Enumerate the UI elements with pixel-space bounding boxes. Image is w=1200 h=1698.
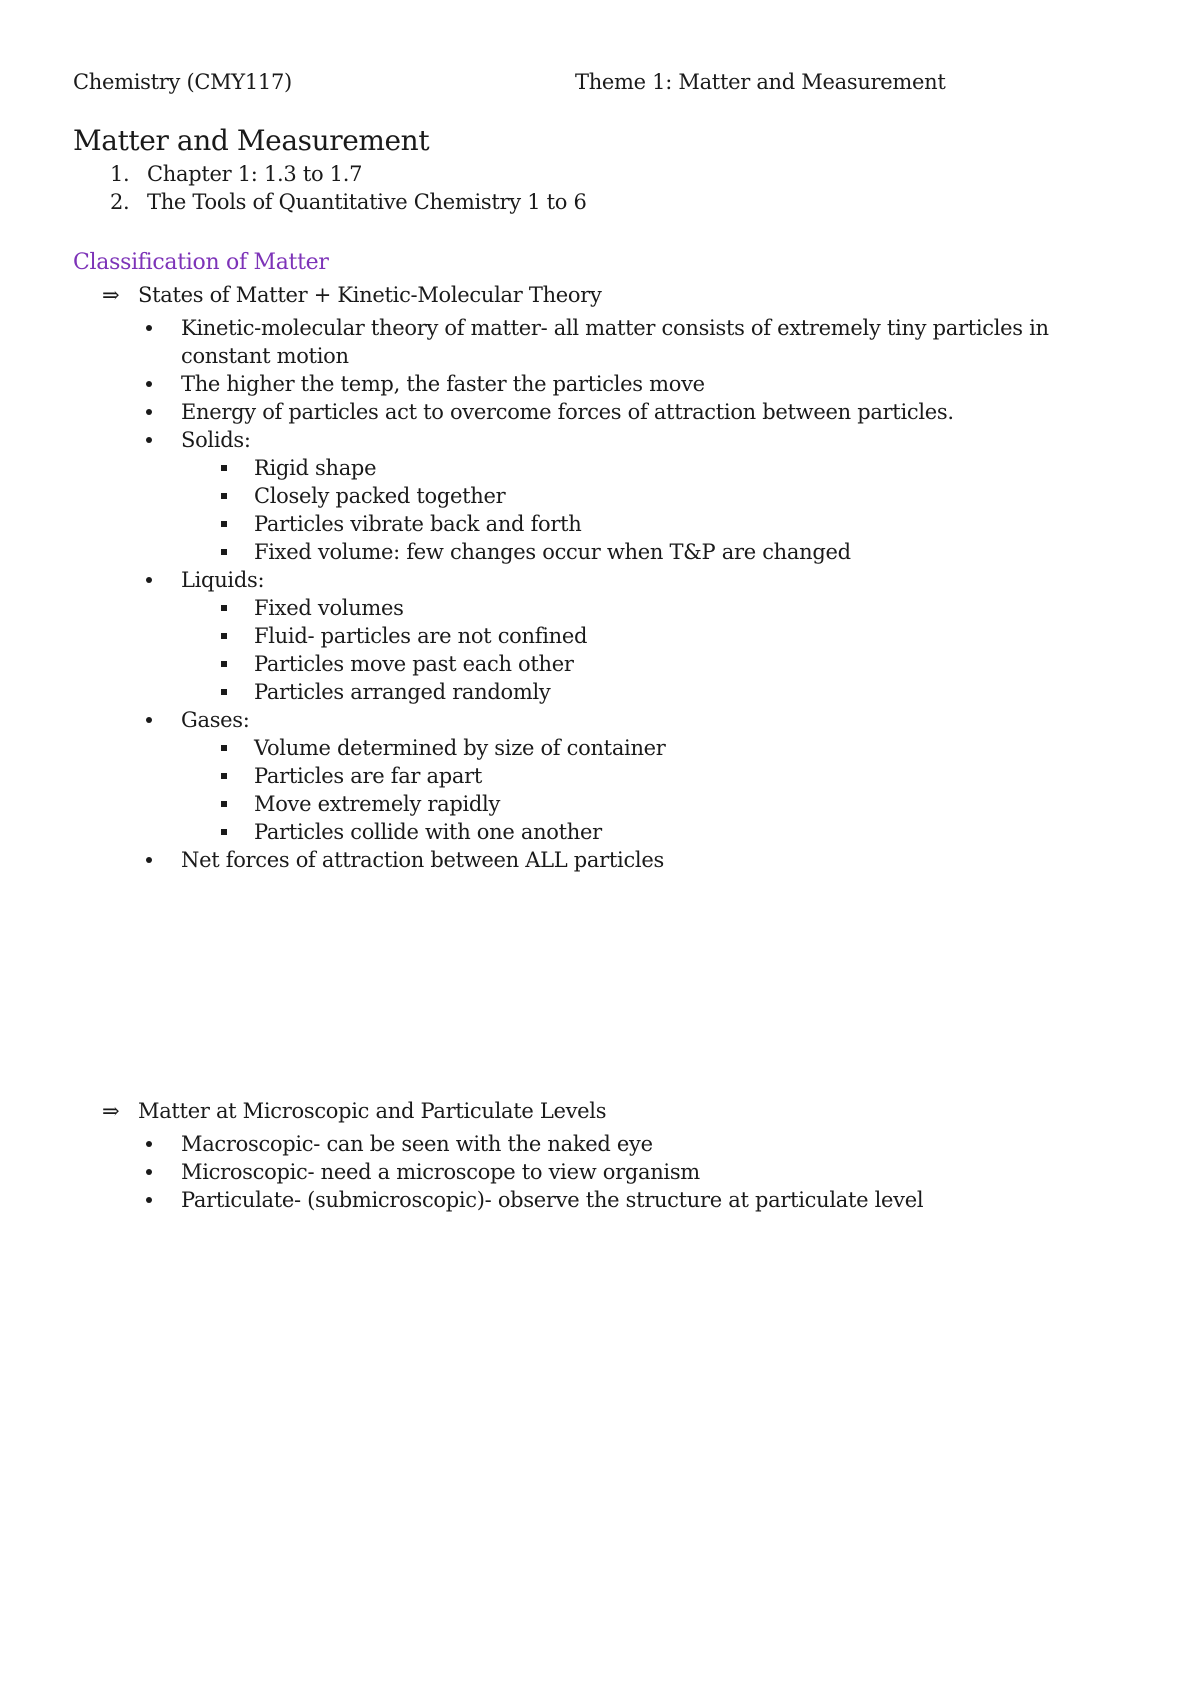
list-item: Macroscopic- can be seen with the naked eye [0, 1130, 1061, 1158]
list-item: Net forces of attraction between ALL particles [0, 846, 1061, 874]
list-item: Kinetic-molecular theory of matter- all matter consists of extremely tiny particles in constant motion [0, 314, 1061, 370]
reference-item [0, 160, 587, 188]
levels-bullet-list [0, 1130, 1061, 1214]
subsection-title: States of Matter + Kinetic-Molecular Theory [138, 283, 602, 307]
states-bullet-list [0, 314, 1061, 874]
sub-list-item: Particles collide with one another [0, 818, 1061, 846]
subsection-states-title [102, 283, 602, 307]
sub-list-item: Particles vibrate back and forth [0, 510, 1061, 538]
sub-list-item: Closely packed together [0, 482, 1061, 510]
subsection-title: Matter at Microscopic and Particulate Levels [138, 1099, 607, 1123]
sub-list-item: Particles move past each other [0, 650, 1061, 678]
reference-number: 2. [110, 190, 130, 214]
sub-list-item: Fluid- particles are not confined [0, 622, 1061, 650]
list-item: Microscopic- need a microscope to view organism [0, 1158, 1061, 1186]
sub-list-item: Volume determined by size of container [0, 734, 1061, 762]
implies-arrow-icon: ⇒ [102, 283, 120, 307]
subsection-levels-title [102, 1099, 606, 1123]
list-item-solids: Solids: [0, 426, 1061, 454]
implies-arrow-icon: ⇒ [102, 1099, 120, 1123]
sub-list-item: Rigid shape [0, 454, 1061, 482]
sub-list-item: Particles arranged randomly [0, 678, 1061, 706]
reference-text: The Tools of Quantitative Chemistry 1 to 6 [147, 190, 587, 214]
sub-list-item: Fixed volumes [0, 594, 1061, 622]
header-theme: Theme 1: Matter and Measurement [575, 70, 946, 94]
header-course: Chemistry (CMY117) [73, 70, 292, 94]
reference-number: 1. [110, 162, 130, 186]
list-item: Energy of particles act to overcome forces of attraction between particles. [0, 398, 1061, 426]
reference-item [0, 188, 587, 216]
page-title: Matter and Measurement [73, 124, 430, 157]
section-heading: Classification of Matter [73, 250, 329, 275]
list-item-gases: Gases: [0, 706, 1061, 734]
list-item-liquids: Liquids: [0, 566, 1061, 594]
sub-list-item: Move extremely rapidly [0, 790, 1061, 818]
sub-list-item: Particles are far apart [0, 762, 1061, 790]
list-item: Particulate- (submicroscopic)- observe the structure at particulate level [0, 1186, 1061, 1214]
sub-list-item: Fixed volume: few changes occur when T&P are changed [0, 538, 1061, 566]
reference-text: Chapter 1: 1.3 to 1.7 [147, 162, 363, 186]
reference-list [0, 160, 587, 216]
list-item: The higher the temp, the faster the particles move [0, 370, 1061, 398]
